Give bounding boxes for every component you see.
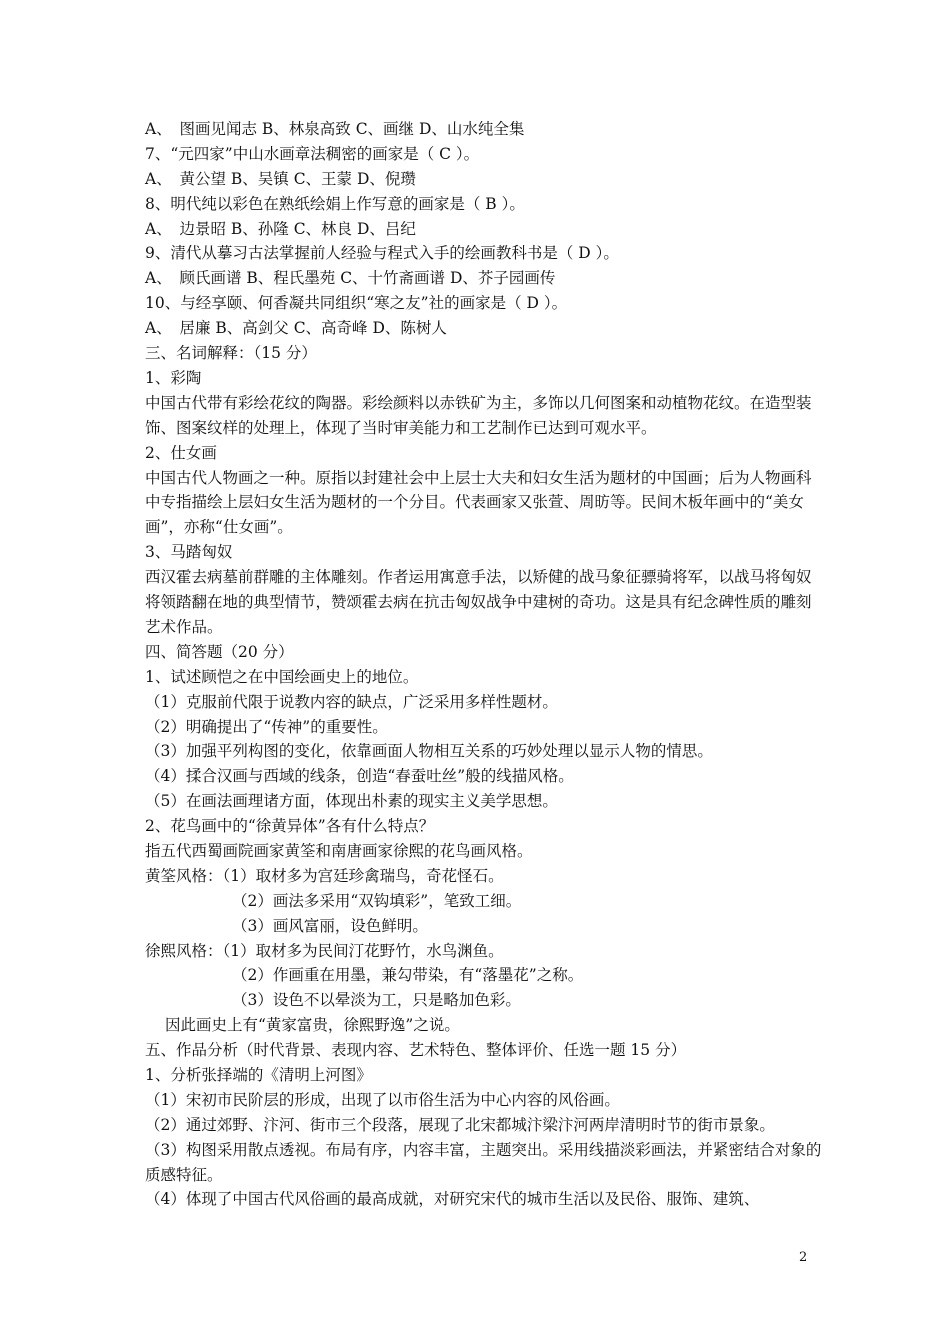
section-heading: 三、名词解释：（15 分） — [145, 344, 317, 363]
question-7: 7、“元四家”中山水画章法稠密的画家是（ C ）。 — [145, 144, 480, 163]
question-heading: 1、试述顾恺之在中国绘画史上的地位。 — [145, 667, 419, 686]
answer-item: （3）加强平列构图的变化，依靠画面人物相互关系的巧妙处理以显示人物的情思。 — [145, 742, 713, 761]
answer-item: （2）通过郊野、汴河、街市三个段落，展现了北宋都城汴梁汴河两岸清明时节的街市景象。 — [145, 1115, 775, 1134]
question-heading: 2、花鸟画中的“徐黄异体”各有什么特点？ — [145, 817, 435, 836]
question-heading: 1、分析张择端的《清明上河图》 — [145, 1065, 372, 1084]
paragraph: 西汉霍去病墓前群雕的主体雕刻。作者运用寓意手法，以矫健的战马象征骠骑将军，以战马将匈奴将领踏翻在地的典型情节，赞颂霍去病在抗击匈奴战争中建树的奇功。这是具有纪念碑性质的雕刻艺术作品。 — [145, 568, 812, 636]
text-line: A、 顾氏画谱 B、程氏墨苑 C、十竹斋画谱 D、芥子园画传 — [145, 269, 556, 288]
text-line: A、 居廉 B、高剑父 C、高奇峰 D、陈树人 — [145, 319, 447, 338]
conclusion-line: 因此画史上有“黄家富贵，徐熙野逸”之说。 — [165, 1016, 460, 1035]
answer-item: （3）设色不以晕淡为工，只是略加色彩。 — [232, 991, 521, 1010]
answer-item: （1）宋初市民阶层的形成，出现了以市俗生活为中心内容的风俗画。 — [145, 1090, 620, 1109]
answer-item: （2）明确提出了“传神”的重要性。 — [145, 717, 388, 736]
answer-item: 徐熙风格：（1）取材多为民间汀花野竹，水鸟渊鱼。 — [145, 941, 504, 960]
section-heading: 五、作品分析（时代背景、表现内容、艺术特色、整体评价、任选一题 15 分） — [145, 1041, 687, 1060]
paragraph: 中国古代带有彩绘花纹的陶器。彩绘颜料以赤铁矿为主，多饰以几何图案和动植物花纹。在造型装饰、图案纹样的处理上，体现了当时审美能力和工艺制作已达到可观水平。 — [145, 393, 812, 437]
section-heading: 四、简答题（20 分） — [145, 642, 294, 661]
answer-item: （4）体现了中国古代风俗画的最高成就，对研究宋代的城市生活以及民俗、服饰、建筑、 — [145, 1190, 760, 1209]
question-10: 10、与经享颐、何香凝共同组织“寒之友”社的画家是（ D ）。 — [145, 294, 568, 313]
term-heading: 1、彩陶 — [145, 368, 202, 387]
text-line: A、 边景昭 B、孙隆 C、林良 D、吕纪 — [145, 219, 416, 238]
text-line: 指五代西蜀画院画家黄筌和南唐画家徐熙的花鸟画风格。 — [145, 841, 533, 860]
text-line: A、 黄公望 B、吴镇 C、王蒙 D、倪瓒 — [145, 169, 416, 188]
answer-item: （5）在画法画理诸方面，体现出朴素的现实主义美学思想。 — [145, 792, 558, 811]
question-9: 9、清代从摹习古法掌握前人经验与程式入手的绘画教科书是（ D ）。 — [145, 244, 619, 263]
question-8: 8、明代纯以彩色在熟纸绘娟上作写意的画家是（ B ）。 — [145, 194, 525, 213]
page-content — [145, 117, 825, 1212]
answer-item: （3）画风富丽，设色鲜明。 — [232, 916, 428, 935]
answer-item: （4）揉合汉画与西域的线条，创造“春蚕吐丝”般的线描风格。 — [145, 767, 574, 786]
answer-item: （3）构图采用散点透视。布局有序，内容丰富，主题突出。采用线描淡彩画法，并紧密结合对象的质感特征。 — [145, 1140, 822, 1184]
term-heading: 3、马踏匈奴 — [145, 543, 233, 562]
paragraph: 中国古代人物画之一种。原指以封建社会中上层士大夫和妇女生活为题材的中国画；后为人物画科中专指描绘上层妇女生活为题材的一个分目。代表画家又张萱、周昉等。民间木板年画中的“美女画”，亦称“仕女画”。 — [145, 468, 812, 537]
answer-item: （2）作画重在用墨，兼勾带染，有“落墨花”之称。 — [232, 966, 584, 985]
text-line: A、 图画见闻志 B、林泉高致 C、画继 D、山水纯全集 — [145, 120, 525, 138]
term-heading: 2、仕女画 — [145, 443, 217, 462]
answer-item: （1）克服前代限于说教内容的缺点，广泛采用多样性题材。 — [145, 692, 558, 711]
answer-item: 黄筌风格：（1）取材多为宫廷珍禽瑞鸟，奇花怪石。 — [145, 866, 504, 885]
page-number: 2 — [799, 1250, 808, 1265]
answer-item: （2）画法多采用“双钩填彩”，笔致工细。 — [232, 891, 522, 910]
